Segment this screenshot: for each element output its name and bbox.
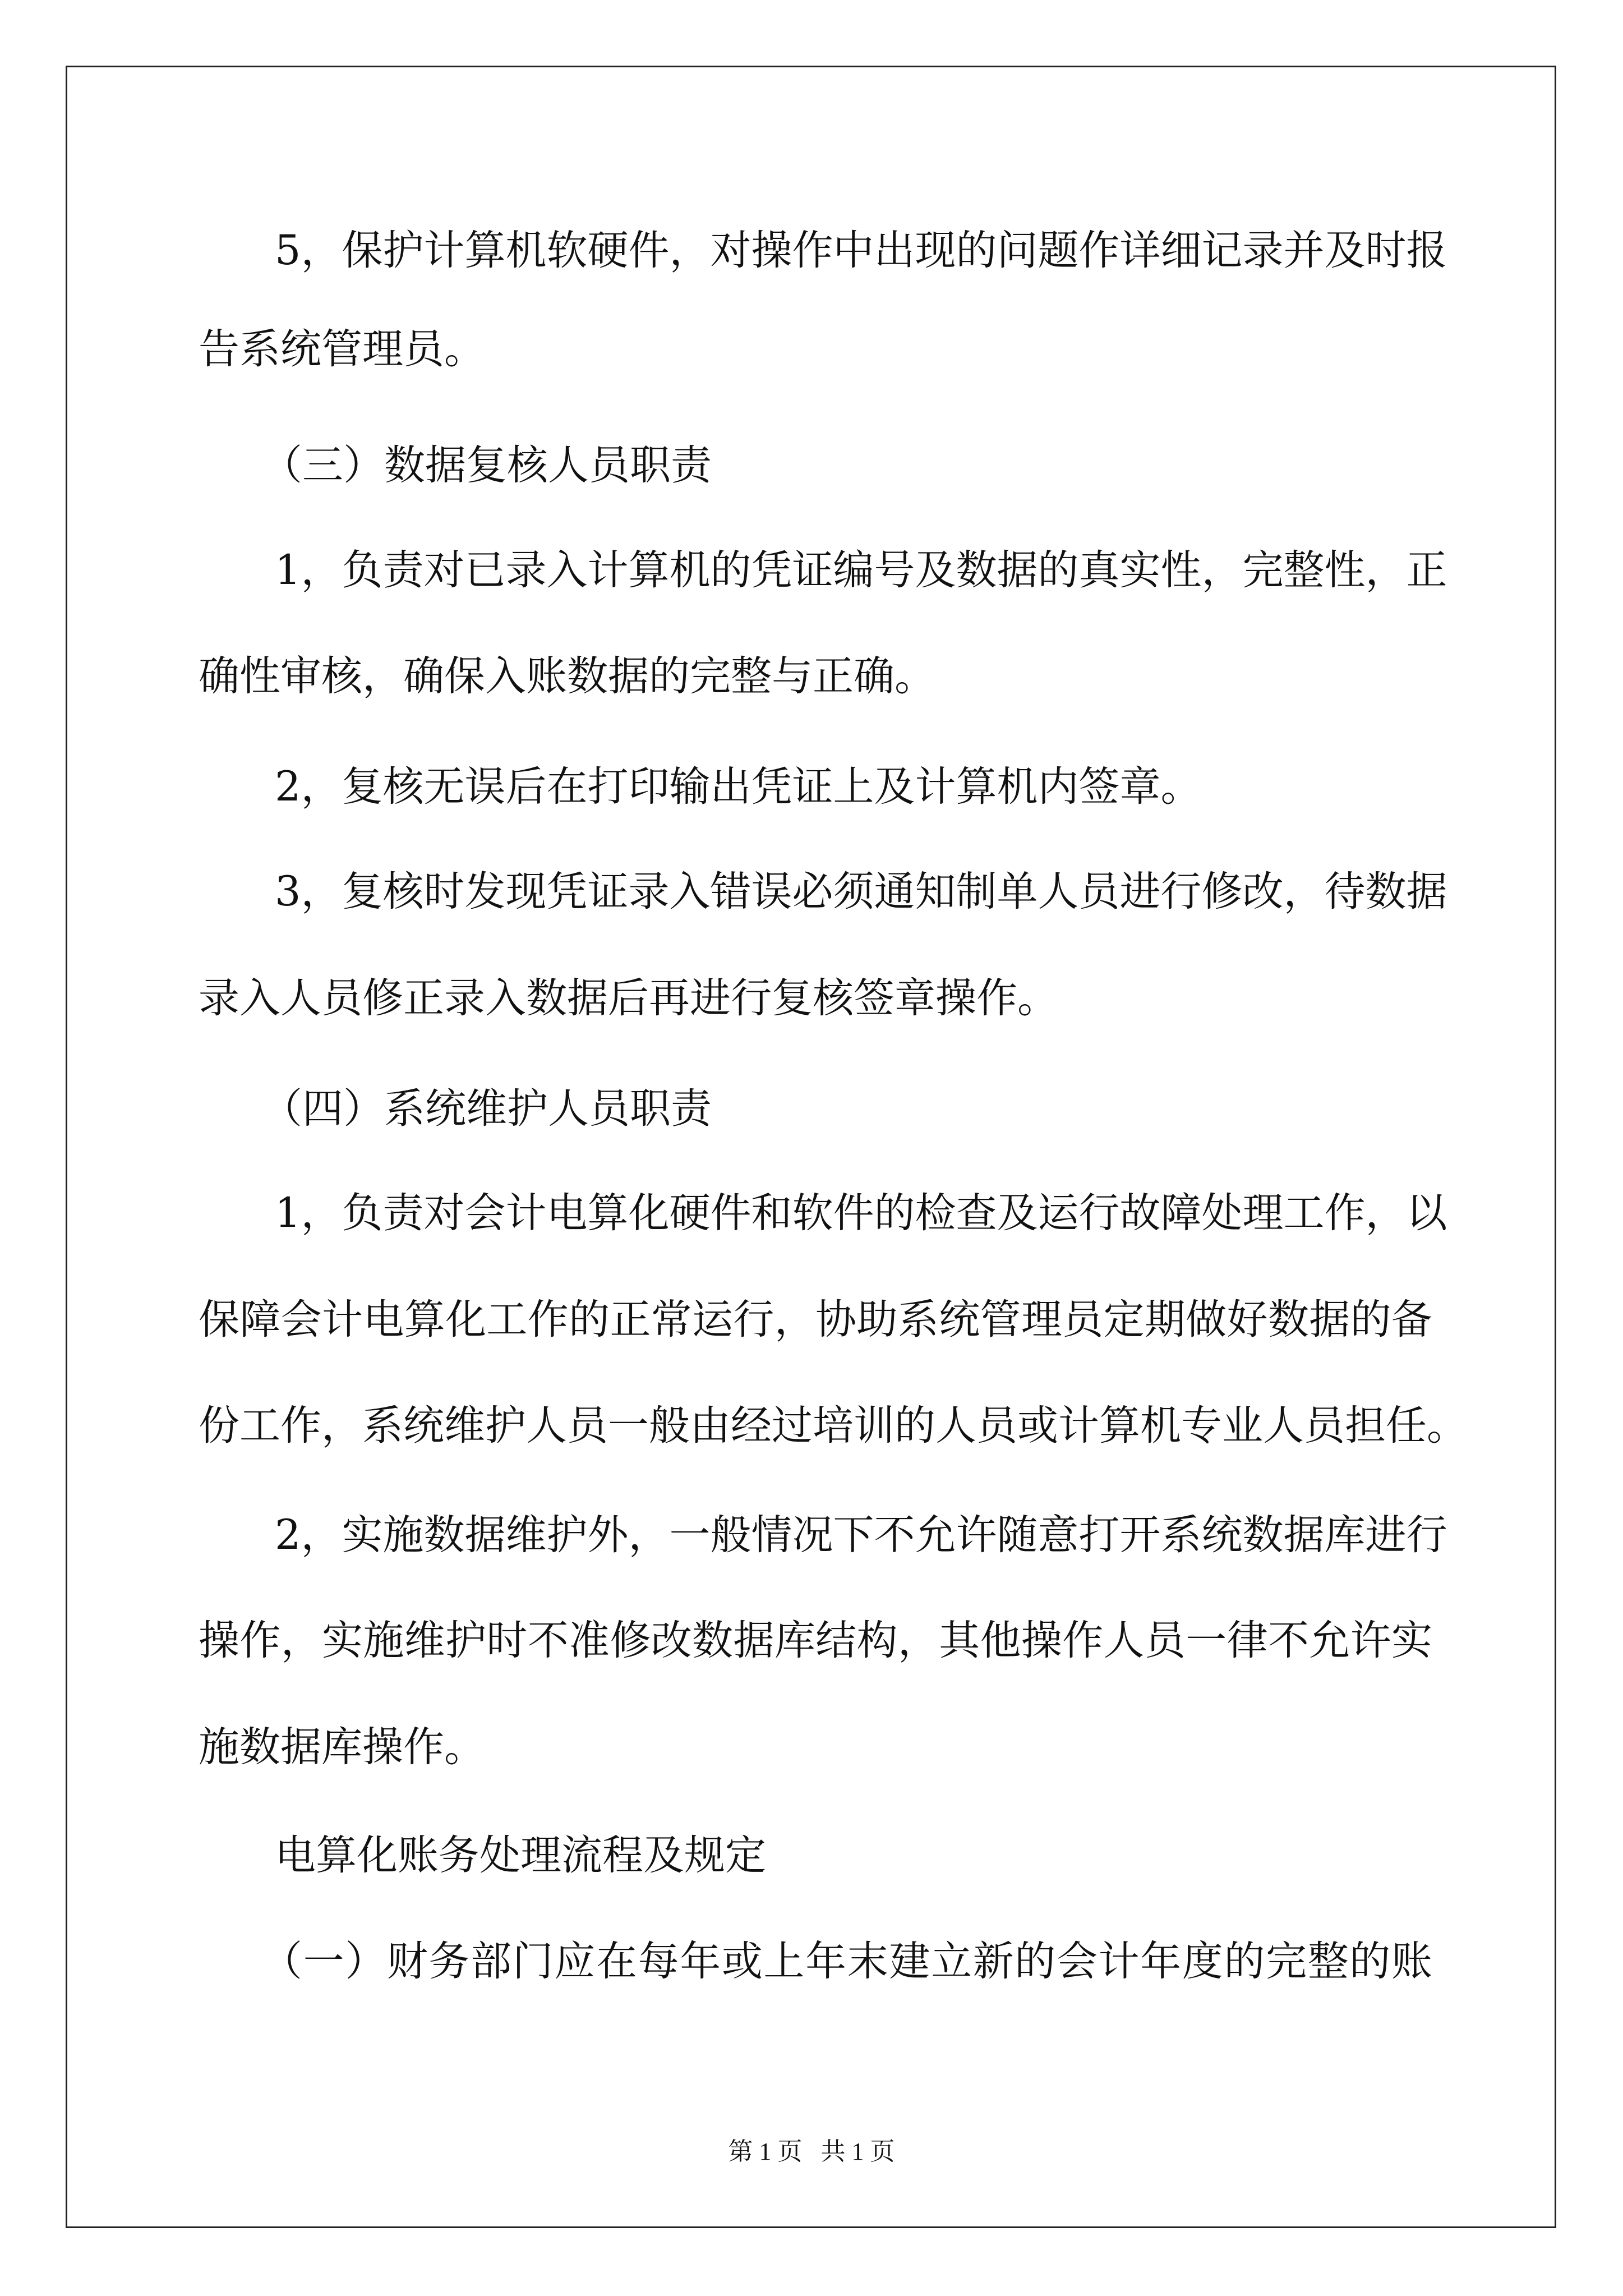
paragraph-line: 2，实施数据维护外，一般情况下不允许随意打开系统数据库进行 <box>275 1511 1447 1559</box>
paragraph-line: 操作，实施维护时不准修改数据库结构，其他操作人员一律不允许实 <box>199 1617 1432 1664</box>
paragraph-line: 2，复核无误后在打印输出凭证上及计算机内签章。 <box>275 763 1202 811</box>
paragraph-line: （一）财务部门应在每年或上年末建立新的会计年度的完整的账 <box>261 1938 1432 1985</box>
paragraph-line: 1，负责对会计电算化硬件和软件的检查及运行故障处理工作，以 <box>275 1189 1447 1237</box>
paragraph-line: 1，负责对已录入计算机的凭证编号及数据的真实性，完整性，正 <box>275 546 1447 594</box>
paragraph-line: 施数据库操作。 <box>199 1723 485 1771</box>
paragraph-line: 确性审核，确保入账数据的完整与正确。 <box>199 652 935 700</box>
section-heading: （四）系统维护人员职责 <box>261 1085 712 1133</box>
paragraph-line: 份工作，系统维护人员一般由经过培训的人员或计算机专业人员担任。 <box>199 1402 1468 1450</box>
paragraph-line: 告系统管理员。 <box>199 325 485 373</box>
page-footer: 第 1 页 共 1 页 <box>728 2138 895 2165</box>
paragraph-line: 3，复核时发现凭证录入错误必须通知制单人员进行修改，待数据 <box>275 868 1447 915</box>
paragraph-line: 保障会计电算化工作的正常运行，协助系统管理员定期做好数据的备 <box>199 1296 1432 1343</box>
page-border <box>66 66 1556 2228</box>
section-heading: （三）数据复核人员职责 <box>261 441 712 489</box>
paragraph-line: 5，保护计算机软硬件，对操作中出现的问题作详细记录并及时报 <box>275 227 1447 274</box>
paragraph-line: 录入人员修正录入数据后再进行复核签章操作。 <box>199 974 1058 1022</box>
section-heading: 电算化账务处理流程及规定 <box>275 1832 766 1879</box>
